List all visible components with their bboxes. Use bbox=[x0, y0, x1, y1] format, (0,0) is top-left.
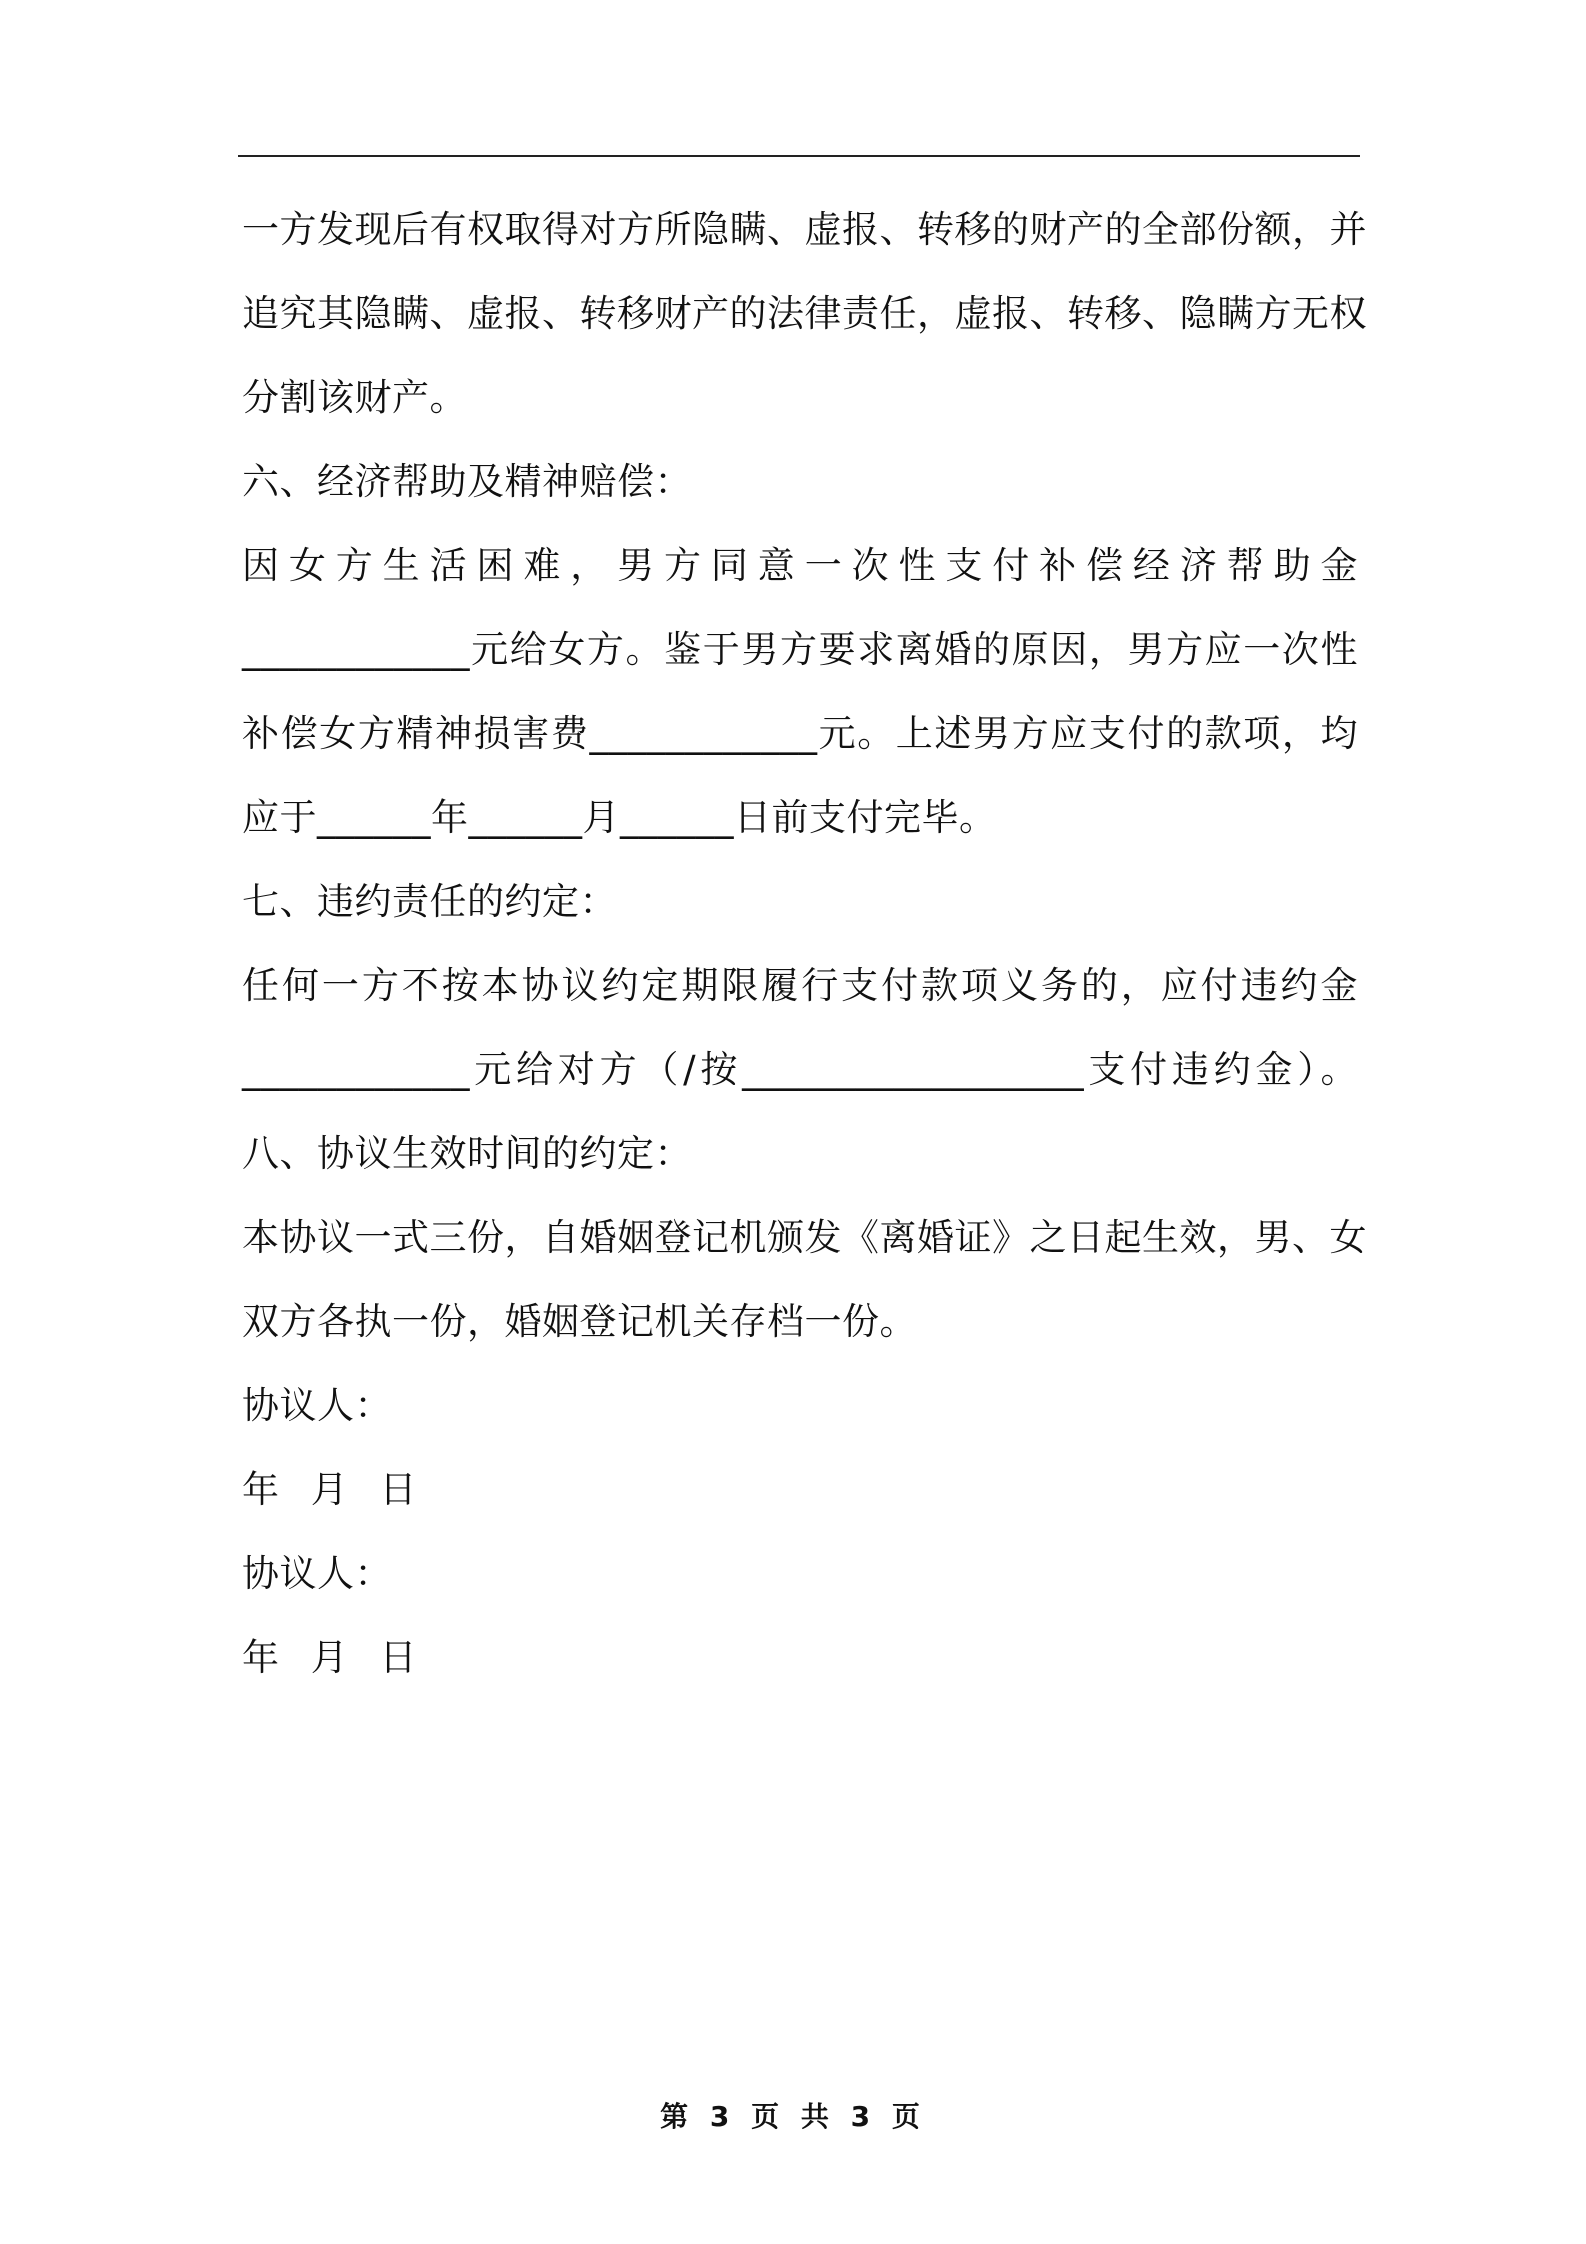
page-number-footer: 第 3 页 共 3 页 bbox=[660, 2100, 926, 2133]
body-line: 应于______年______月______日前支付完毕。 bbox=[242, 796, 997, 839]
body-line: 追究其隐瞒、虚报、转移财产的法律责任，虚报、转移、隐瞒方无权 bbox=[242, 292, 1367, 335]
signatory-label: 协议人： bbox=[242, 1552, 392, 1595]
section-heading-6: 六、经济帮助及精神赔偿： bbox=[242, 460, 692, 503]
date-line: 年 月 日 bbox=[242, 1468, 427, 1511]
section-heading-8: 八、协议生效时间的约定： bbox=[242, 1132, 692, 1175]
body-line: 补偿女方精神损害费____________元。上述男方应支付的款项，均 bbox=[242, 712, 1358, 755]
body-line: ____________元给女方。鉴于男方要求离婚的原因，男方应一次性 bbox=[242, 628, 1358, 671]
section-heading-7: 七、违约责任的约定： bbox=[242, 880, 617, 923]
body-line: 本协议一式三份，自婚姻登记机颁发《离婚证》之日起生效，男、女 bbox=[242, 1216, 1367, 1259]
body-line: 任何一方不按本协议约定期限履行支付款项义务的，应付违约金 bbox=[242, 964, 1358, 1007]
body-line: 因女方生活困难，男方同意一次性支付补偿经济帮助金 bbox=[242, 544, 1358, 587]
body-line: 一方发现后有权取得对方所隐瞒、虚报、转移的财产的全部份额，并 bbox=[242, 208, 1367, 251]
date-line: 年 月 日 bbox=[242, 1636, 427, 1679]
body-line: ____________元给对方（/按__________________支付违约金）。 bbox=[242, 1048, 1358, 1091]
header-rule bbox=[238, 155, 1360, 157]
body-line: 双方各执一份，婚姻登记机关存档一份。 bbox=[242, 1300, 917, 1343]
signatory-label: 协议人： bbox=[242, 1384, 392, 1427]
body-line: 分割该财产。 bbox=[242, 376, 467, 419]
